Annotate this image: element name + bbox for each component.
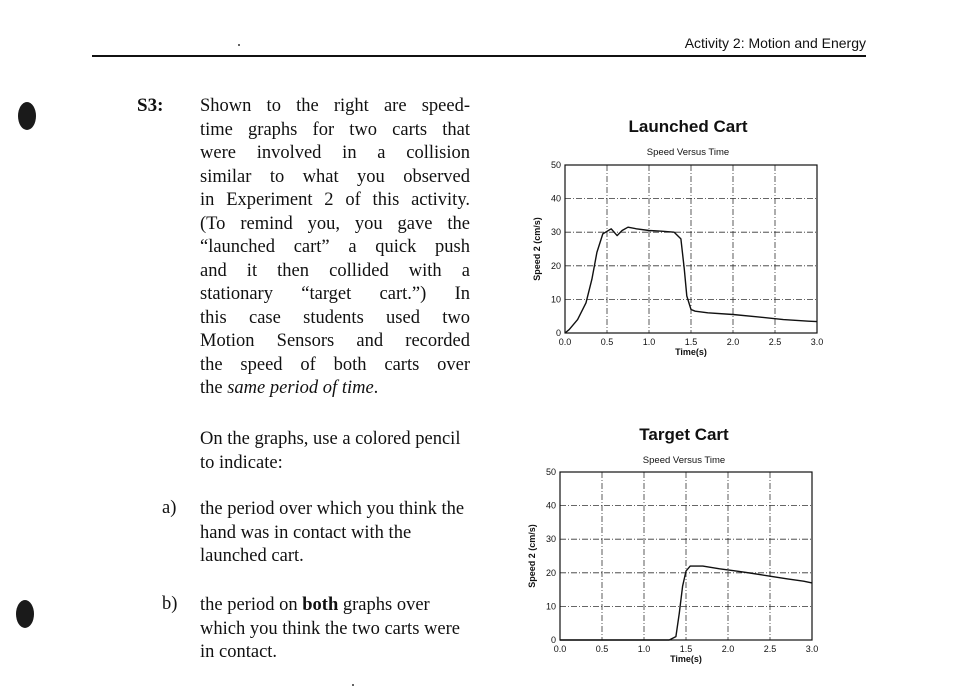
launched-cart-chart <box>520 155 840 380</box>
item-a-label: a) <box>162 498 177 518</box>
intro-line: similar to what you observed <box>200 166 470 187</box>
intro-line: time graphs for two carts that <box>200 119 470 140</box>
target-cart-chart <box>515 462 835 687</box>
y-tick-label: 10 <box>550 294 561 305</box>
item-a-text: the period over which you think the hand was in contact with the launched cart. <box>200 499 465 566</box>
x-tick-label: 3.0 <box>805 644 819 654</box>
intro-line: were involved in a collision <box>200 143 470 163</box>
intro-line: and it then collided with a <box>200 260 470 281</box>
y-tick-label: 0 <box>550 635 556 645</box>
y-tick-label: 20 <box>550 260 561 271</box>
intro-line: stationary “target cart.”) In <box>200 284 470 304</box>
y-tick-label: 40 <box>545 500 556 511</box>
x-tick-label: 0.5 <box>600 337 614 347</box>
item-b-text <box>200 594 470 665</box>
y-axis-label: Speed 2 (cm/s) <box>532 217 542 281</box>
chart-subtitle-target: Speed Versus Time <box>642 455 726 466</box>
question-number: S3: <box>137 95 164 116</box>
x-tick-label: 0.5 <box>595 644 609 654</box>
intro-last-prefix: the <box>200 378 228 398</box>
speck <box>238 44 240 46</box>
chart-subtitle-launched: Speed Versus Time <box>646 147 730 158</box>
y-tick-label: 0 <box>555 328 561 338</box>
chart-title-target: Target Cart <box>639 425 729 444</box>
intro-line: Motion Sensors and recorded <box>200 331 470 351</box>
x-tick-label: 3.0 <box>810 337 824 347</box>
intro-last-suffix: . <box>373 378 379 398</box>
x-tick-label: 2.5 <box>768 337 782 347</box>
page-header: Activity 2: Motion and Energy <box>684 35 866 51</box>
intro-line: in Experiment 2 of this activity. <box>200 190 470 210</box>
x-tick-label: 1.0 <box>637 644 651 654</box>
intro-line: “launched cart” a quick push <box>200 237 470 257</box>
binder-hole-bottom <box>16 600 34 628</box>
y-axis-label: Speed 2 (cm/s) <box>527 524 537 588</box>
x-tick-label: 1.0 <box>642 337 656 347</box>
intro-emphasis: same period of time <box>227 378 374 398</box>
y-tick-label: 40 <box>550 193 561 204</box>
chart-title-launched: Launched Cart <box>628 117 748 136</box>
x-tick-label: 2.0 <box>726 337 740 347</box>
item-b-suffix: graphs over which you think the two carts were in contact. <box>200 595 460 662</box>
y-tick-label: 30 <box>550 227 561 238</box>
x-axis-label: Time(s) <box>675 347 707 357</box>
binder-hole-top <box>18 102 36 130</box>
y-tick-label: 30 <box>545 534 556 545</box>
item-b-bold: both <box>302 595 339 615</box>
intro-line: Shown to the right are speed- <box>200 96 470 116</box>
x-tick-label: 0.0 <box>553 644 567 654</box>
x-tick-label: 2.5 <box>763 644 777 654</box>
header-rule <box>92 55 866 57</box>
y-tick-label: 50 <box>550 160 561 170</box>
x-tick-label: 2.0 <box>721 644 735 654</box>
speck <box>352 684 354 686</box>
y-tick-label: 20 <box>545 567 556 578</box>
item-b-label: b) <box>162 594 178 614</box>
intro-line: this case students used two <box>200 307 470 328</box>
x-tick-label: 0.0 <box>558 337 572 347</box>
intro-line: the speed of both carts over <box>200 354 470 375</box>
x-axis-label: Time(s) <box>670 654 702 664</box>
question-instruction: On the graphs, use a colored pencil to indicate: <box>200 429 461 473</box>
item-b-prefix: the period on <box>200 595 303 615</box>
y-tick-label: 50 <box>545 467 556 477</box>
intro-line: (To remind you, you gave the <box>200 213 470 234</box>
question-intro <box>200 95 470 401</box>
intro-line <box>200 377 470 401</box>
y-tick-label: 10 <box>545 601 556 612</box>
x-tick-label: 1.5 <box>679 644 693 654</box>
x-tick-label: 1.5 <box>684 337 698 347</box>
